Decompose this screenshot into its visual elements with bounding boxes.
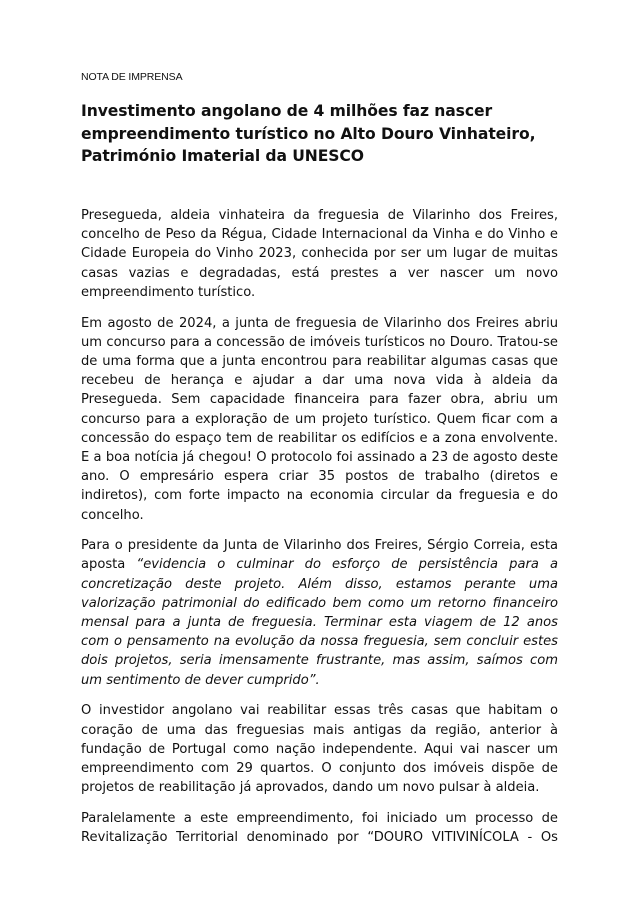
paragraph-intro: Presegueda, aldeia vinhateira da freguesia de Vilarinho dos Freires, concelho de Peso da Régua, Cidade Internacional da Vinha e do Vinho e Cidade Europeia do Vinho 2023, conhecida por ser um lugar de muitas casas vazias e degradadas, está prestes a ver nascer um novo empreendimento turístico. — [81, 208, 558, 300]
paragraph-president-quote — [81, 536, 558, 690]
quote-lead: Para o presidente da Junta de Vilarinho dos Freires, Sérgio Correia, esta aposta — [81, 538, 558, 573]
document-body — [81, 206, 558, 859]
document-title: Investimento angolano de 4 milhões faz nascer empreendimento turístico no Alto Douro Vinhateiro, Património Imaterial da UNESCO — [81, 102, 536, 165]
press-release-label: NOTA DE IMPRENSA — [81, 71, 183, 83]
quote-text: “evidencia o culminar do esforço de persistência para a concretização deste projeto. Além disso, estamos perante uma valorização patrimonial do edificado bem como um retorno financeiro mensal para a junta de freguesia. Terminar esta viagem de 12 anos com o pensamento na evolução da nossa freguesia, sem concluir estes dois projetos, seria imensamente frustrante, mas assim, saímos com um sentimento de dever cumprido”. — [81, 557, 558, 688]
paragraph-revitalization: Paralelamente a este empreendimento, foi iniciado um processo de Revitalização Territorial denominado por “DOURO VITIVINÍCOLA - Os — [81, 810, 558, 846]
paragraph-contest: Em agosto de 2024, a junta de freguesia de Vilarinho dos Freires abriu um concurso para a concessão de imóveis turísticos no Douro. Tratou-se de uma forma que a junta encontrou para reabilitar algumas casas que recebeu de herança e ajudar a dar uma nova vida à aldeia da Presegueda. Sem capacidade financeira para fazer obra, abriu um concurso para a exploração de um projeto turístico. Quem ficar com a concessão do espaço tem de reabilitar os edifícios e a zona envolvente. E a boa notícia já chegou! O protocolo foi assinado a 23 de agosto deste ano. O empresário espera criar 35 postos de trabalho (diretos e indiretos), com forte impacto na economia circular da freguesia e do concelho. — [81, 315, 558, 523]
paragraph-investor: O investidor angolano vai reabilitar essas três casas que habitam o coração de uma das freguesias mais antigas da região, anterior à fundação de Portugal como nação independente. Aqui vai nascer um empreendimento com 29 quartos. O conjunto dos imóveis dispõe de projetos de reabilitação já aprovados, dando um novo pulsar à aldeia. — [81, 703, 558, 796]
